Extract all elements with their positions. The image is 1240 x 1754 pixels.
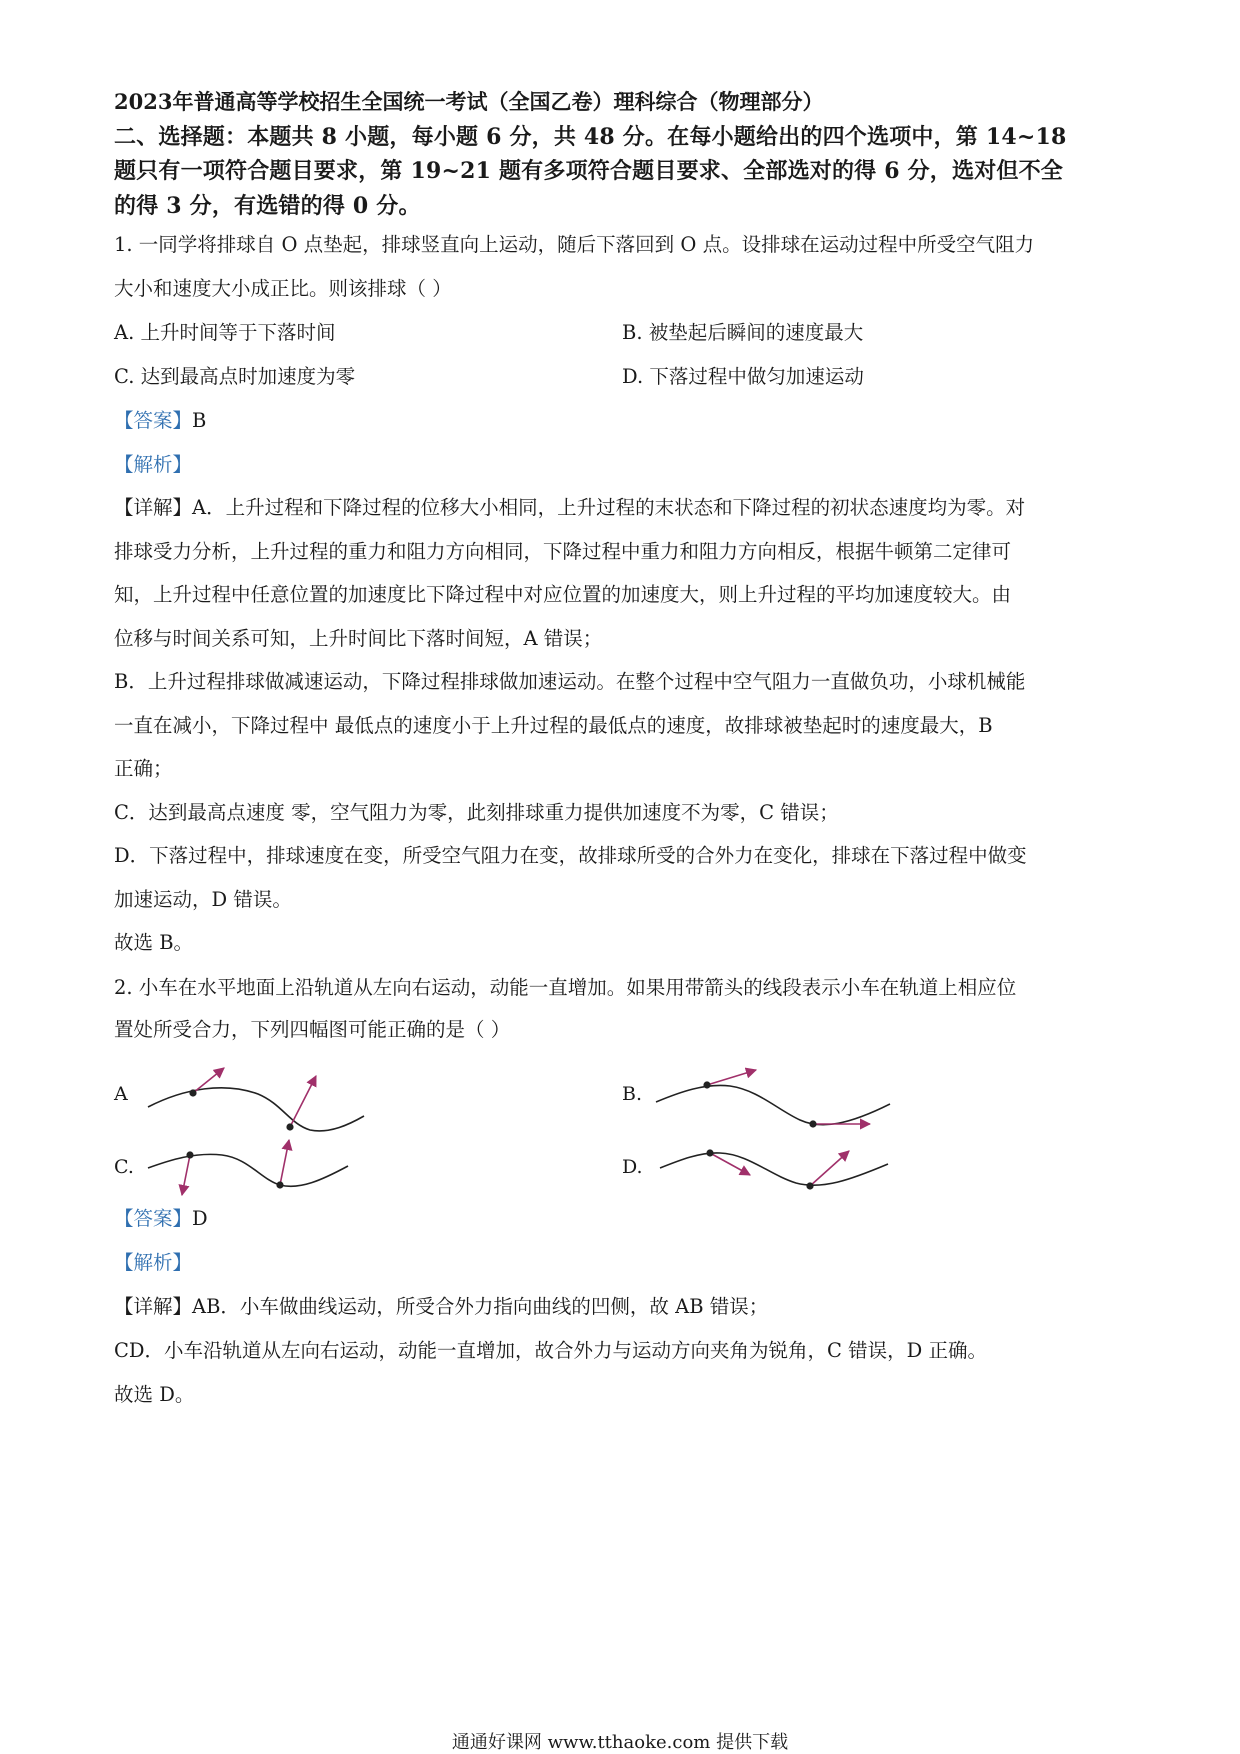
car-dot [809, 1120, 816, 1127]
force-arrow [280, 1140, 289, 1185]
q1-conclusion: 故选 B。 [114, 931, 194, 954]
car-dot [286, 1123, 293, 1130]
track-curve [148, 1088, 364, 1131]
force-arrow [182, 1155, 190, 1195]
q2-stem-line-2: 置处所受合力，下列四幅图可能正确的是（ ） [114, 1018, 511, 1041]
q2-figure-a-label: A [114, 1083, 128, 1105]
q1-detail-line-5: B．上升过程排球做减速运动，下降过程排球做加速运动。在整个过程中空气阻力一直做负功，小球机械能 [114, 670, 1026, 693]
q2-figure-c [148, 1140, 348, 1195]
q1-answer-value: B [192, 409, 207, 432]
q2-figure-d-label: D. [622, 1156, 643, 1178]
q1-option-a: A. 上升时间等于下落时间 [114, 321, 336, 344]
q2-figure-b [656, 1070, 890, 1128]
force-arrow [290, 1076, 316, 1127]
q2-figure-b-label: B. [622, 1083, 643, 1105]
section-heading-line-3: 的得 3 分，有选错的得 0 分。 [114, 193, 421, 219]
q1-detail-text-1: A．上升过程和下降过程的位移大小相同，上升过程的末状态和下降过程的初状态速度均为零。对 [192, 496, 1026, 519]
q1-detail-line-7: 正确； [114, 757, 173, 780]
track-curve [656, 1085, 890, 1124]
q2-detail-line-1 [114, 1294, 1134, 1320]
q1-analysis-label: 【解析】 [114, 453, 193, 476]
q1-option-c: C. 达到最高点时加速度为零 [114, 365, 356, 388]
page-footer: 通通好课网 www.tthaoke.com 提供下载 [451, 1732, 789, 1753]
q2-answer-label: 【答案】 [114, 1207, 193, 1230]
q2-figure-d [660, 1149, 888, 1189]
car-dot [706, 1149, 713, 1156]
q2-detail-label: 【详解】 [114, 1295, 193, 1318]
q1-option-d: D. 下落过程中做匀加速运动 [622, 365, 864, 388]
car-dot [186, 1151, 193, 1158]
q2-figure-c-label: C. [114, 1156, 134, 1178]
page-title: 2023年普通高等学校招生全国统一考试（全国乙卷）理科综合（物理部分） [114, 89, 824, 114]
q1-detail-line-10: 加速运动，D 错误。 [114, 888, 292, 911]
q2-answer-value: D [192, 1207, 208, 1230]
q2-answer [114, 1206, 1134, 1232]
q2-stem-line-1: 2. 小车在水平地面上沿轨道从左向右运动，动能一直增加。如果用带箭头的线段表示小车在轨道上相应位 [114, 976, 1017, 999]
q1-detail-line-4: 位移与时间关系可知，上升时间比下落时间短，A 错误； [114, 627, 603, 650]
force-arrow [193, 1068, 224, 1093]
car-dot [703, 1081, 710, 1088]
q1-detail-line-2: 排球受力分析，上升过程的重力和阻力方向相同，下降过程中重力和阻力方向相反，根据牛顿第二定律可 [114, 540, 1012, 563]
q1-detail-label: 【详解】 [114, 496, 193, 519]
q1-detail-line-3: 知，上升过程中任意位置的加速度比下降过程中对应位置的加速度大，则上升过程的平均加速度较大。由 [114, 583, 1012, 606]
q1-detail-line-6: 一直在减小，下降过程中 最低点的速度小于上升过程的最低点的速度，故排球被垫起时的速度最大，B [114, 714, 993, 737]
q1-answer-label: 【答案】 [114, 409, 193, 432]
section-heading-line-2: 题只有一项符合题目要求，第 19~21 题有多项符合题目要求、全部选对的得 6 分，选对但不全 [114, 158, 1064, 184]
q2-conclusion: 故选 D。 [114, 1383, 195, 1406]
car-dot [806, 1182, 813, 1189]
q1-detail-line-9: D．下落过程中，排球速度在变，所受空气阻力在变，故排球所受的合外力在变化，排球在下落过程中做变 [114, 844, 1027, 867]
q1-stem-line-2: 大小和速度大小成正比。则该排球（ ） [114, 277, 452, 300]
car-dot [189, 1089, 196, 1096]
q2-detail-line-2: CD．小车沿轨道从左向右运动，动能一直增加，故合外力与运动方向夹角为锐角，C 错误，D 正确。 [114, 1339, 988, 1362]
car-dot [276, 1181, 283, 1188]
q2-figure-a [148, 1068, 364, 1131]
force-arrow [710, 1153, 750, 1175]
q1-option-b: B. 被垫起后瞬间的速度最大 [622, 321, 864, 344]
force-arrow [707, 1070, 756, 1085]
q2-analysis-label: 【解析】 [114, 1251, 193, 1274]
track-curve [148, 1154, 348, 1186]
track-curve [660, 1153, 888, 1185]
q1-detail-line-8: C．达到最高点速度 零，空气阻力为零，此刻排球重力提供加速度不为零，C 错误； [114, 801, 839, 824]
q1-stem-line-1: 1. 一同学将排球自 O 点垫起，排球竖直向上运动，随后下落回到 O 点。设排球在运动过程中所受空气阻力 [114, 233, 1035, 256]
q2-detail-text-1: AB．小车做曲线运动，所受合外力指向曲线的凹侧，故 AB 错误； [192, 1295, 769, 1318]
section-heading-line-1: 二、选择题：本题共 8 小题，每小题 6 分，共 48 分。在每小题给出的四个选项中，第 14~18 [114, 124, 1067, 150]
